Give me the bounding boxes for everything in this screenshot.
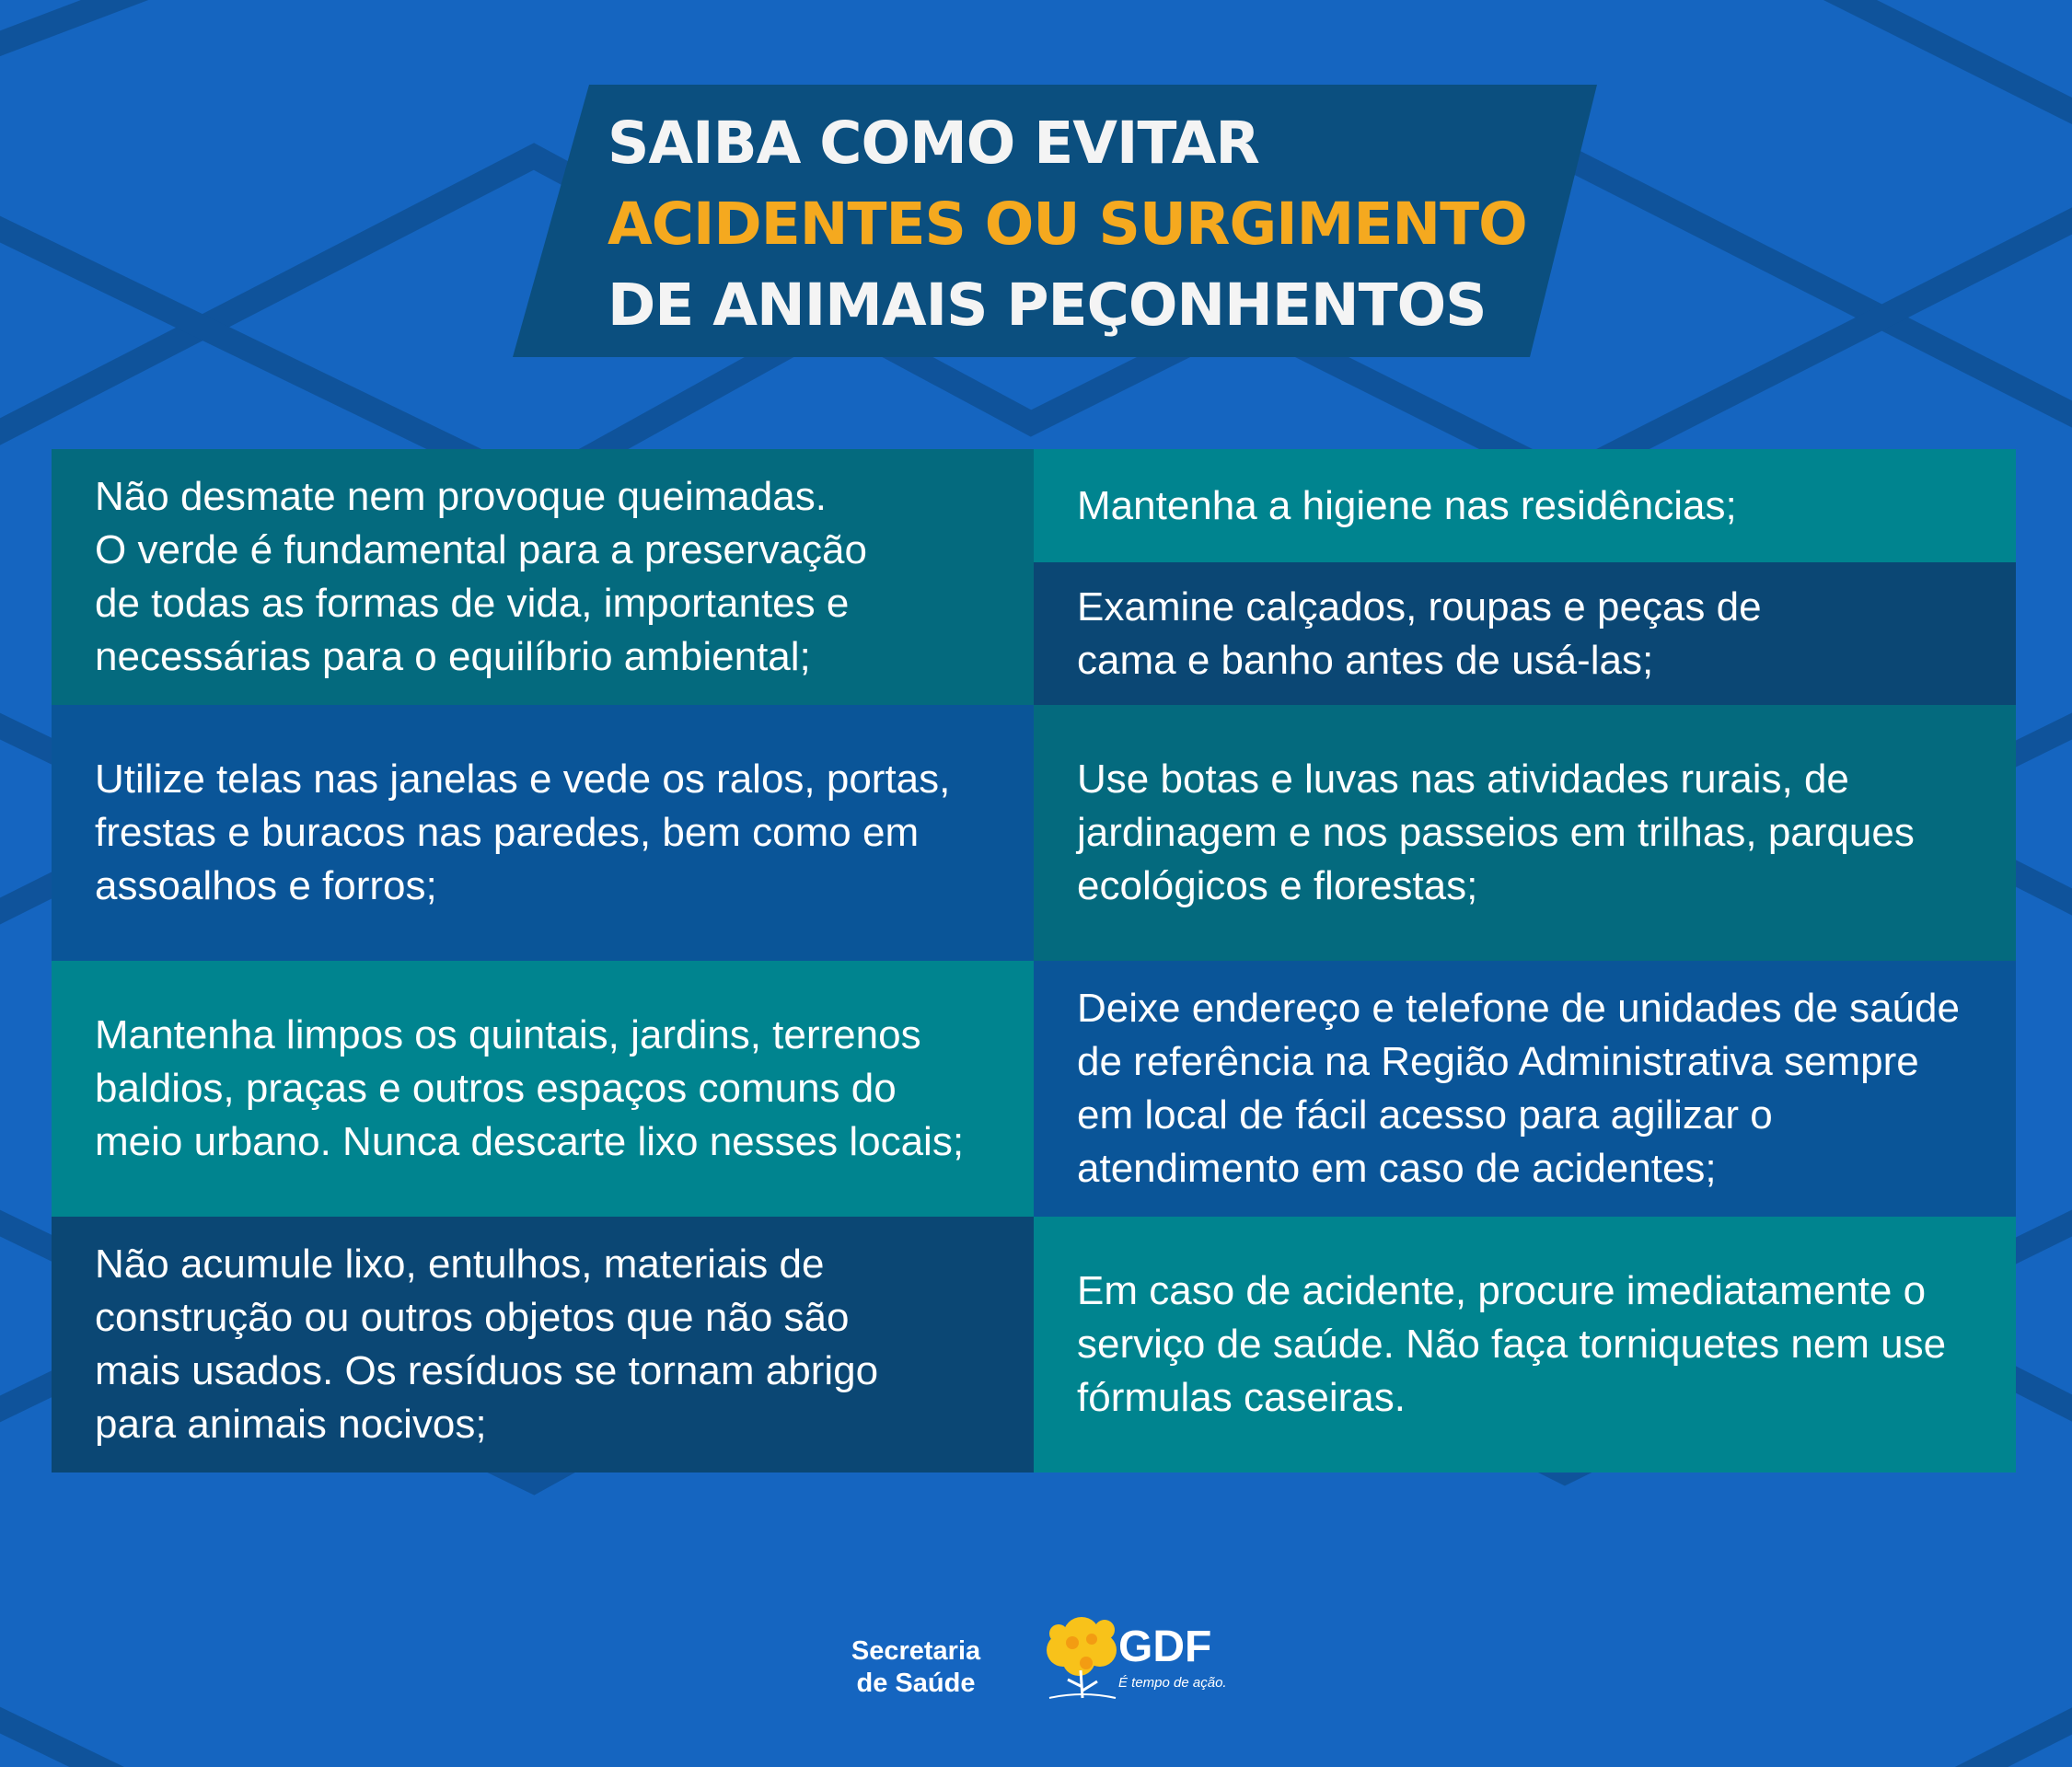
tip-text: Mantenha a higiene nas residências; (1077, 482, 1737, 528)
tip-card (1034, 1217, 2016, 1472)
org-name (842, 1635, 990, 1700)
tips-grid (52, 449, 2016, 1472)
tip-card (1034, 961, 2016, 1217)
tip-card (52, 449, 1034, 705)
tip-card (52, 1217, 1034, 1472)
tip-text: Em caso de acidente, procure imediatamente o serviço de saúde. Não faça torniquetes nem use fórmulas caseiras. (1077, 1268, 1947, 1420)
tip-card (1034, 705, 2016, 961)
tip-card (52, 705, 1034, 961)
tip-text: Use botas e luvas nas atividades rurais, de jardinagem e nos passeios em trilhas, parques ecológicos e florestas; (1077, 756, 1915, 908)
title-line-2: ACIDENTES OU SURGIMENTO (608, 191, 1527, 258)
title-line-3: DE ANIMAIS PEÇONHENTOS (608, 271, 1487, 339)
gdf-slogan: É tempo de ação. (1118, 1675, 1227, 1691)
org-name-line-2: de Saúde (856, 1669, 976, 1698)
title-line-1: SAIBA COMO EVITAR (608, 110, 1259, 177)
tip-text: Deixe endereço e telefone de unidades de saúde de referência na Região Administrativa sempre em local de fácil acesso para agilizar o atendimento em caso de acidentes; (1077, 986, 1960, 1191)
tip-text: Mantenha limpos os quintais, jardins, terrenos baldios, praças e outros espaços comuns do meio urbano. Nunca descarte lixo nesses locais; (95, 1012, 965, 1164)
tip-text: Utilize telas nas janelas e vede os ralos, portas, frestas e buracos nas paredes, bem como em assoalhos e forros; (95, 756, 951, 908)
tip-text: Não desmate nem provoque queimadas. O verde é fundamental para a preservação de todas as formas de vida, importantes e necessárias para o equilíbrio ambiental; (95, 474, 867, 679)
gdf-logo-text: GDF (1118, 1623, 1212, 1671)
tip-card (1034, 562, 2016, 705)
page-title (608, 103, 1602, 346)
tip-card (52, 961, 1034, 1217)
tip-text: Examine calçados, roupas e peças de cama e banho antes de usá-las; (1077, 583, 1762, 683)
tip-text: Não acumule lixo, entulhos, materiais de construção ou outros objetos que não são mais usados. Os resíduos se tornam abrigo para animais nocivos; (95, 1242, 879, 1447)
org-name-line-1: Secretaria (851, 1636, 981, 1666)
tip-card (1034, 449, 2016, 562)
